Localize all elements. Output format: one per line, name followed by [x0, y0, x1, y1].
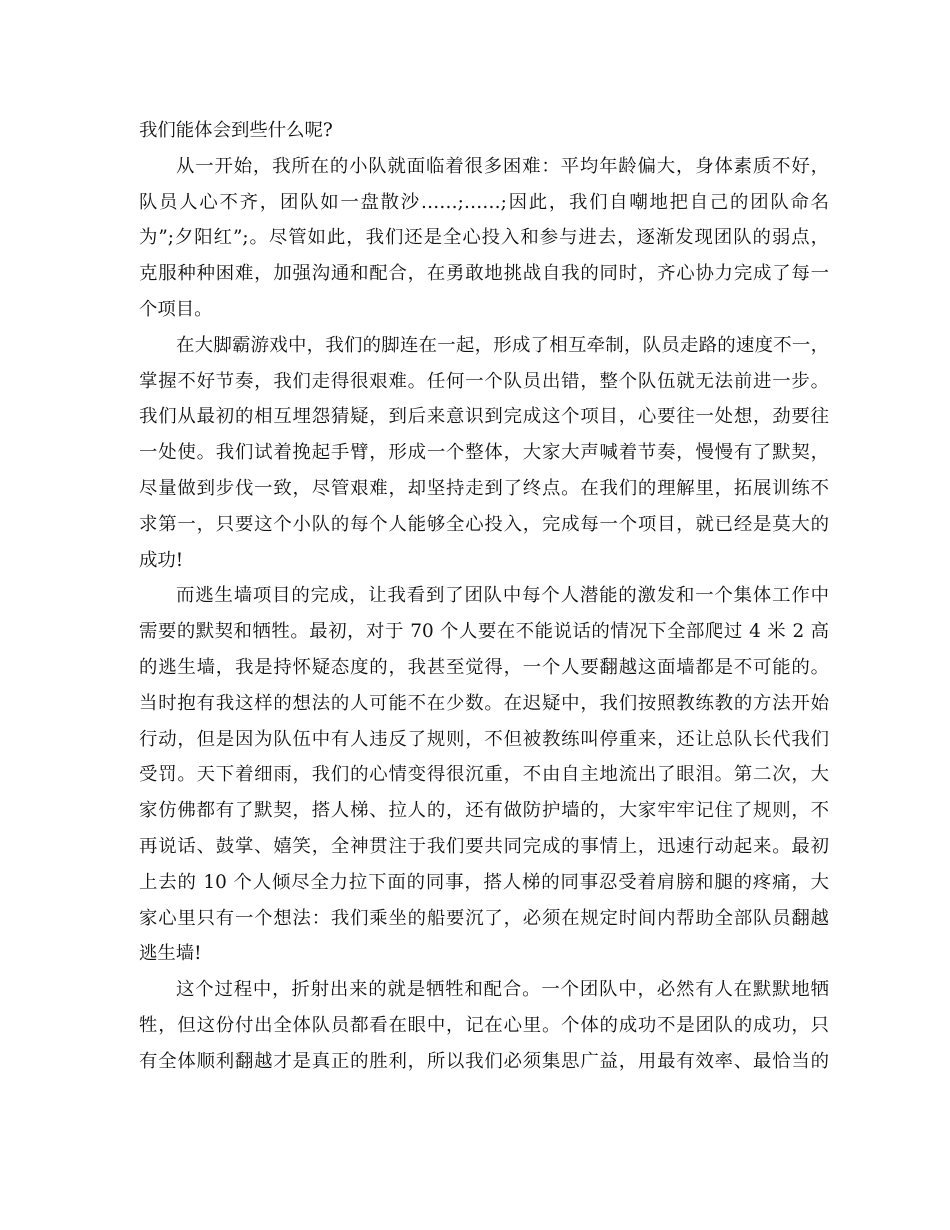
text-line: 牲，但这份付出全体队员都看在眼中，记在心里。个体的成功不是团队的成功，只	[139, 1014, 829, 1036]
text-line: 逃生墙!	[139, 943, 202, 965]
text-line: 掌握不好节奏，我们走得很艰难。任何一个队员出错，整个队伍就无法前进一步。	[139, 370, 829, 392]
text-line: 家心里只有一个想法：我们乘坐的船要沉了，必须在规定时间内帮助全部队员翻越	[139, 907, 829, 929]
text-line: 家仿佛都有了默契，搭人梯、拉人的，还有做防护墙的，大家牢牢记住了规则，不	[139, 800, 829, 822]
text-line: 一处使。我们试着挽起手臂，形成一个整体，大家大声喊着节奏，慢慢有了默契，	[139, 442, 829, 464]
text-line: 在大脚霸游戏中，我们的脚连在一起，形成了相互牵制，队员走路的速度不一，	[176, 334, 829, 356]
text-line: 从一开始，我所在的小队就面临着很多困难：平均年龄偏大，身体素质不好，	[176, 155, 829, 177]
text-line: 行动，但是因为队伍中有人违反了规则，不但被教练叫停重来，还让总队长代我们	[139, 728, 829, 750]
text-line: 受罚。天下着细雨，我们的心情变得很沉重，不由自主地流出了眼泪。第二次，大	[139, 764, 829, 786]
text-line: 而逃生墙项目的完成，让我看到了团队中每个人潜能的激发和一个集体工作中	[176, 585, 829, 607]
text-line: 尽量做到步伐一致，尽管艰难，却坚持走到了终点。在我们的理解里，拓展训练不	[139, 477, 829, 499]
text-line: 上去的 10 个人倾尽全力拉下面的同事，搭人梯的同事忍受着肩膀和腿的疼痛，大	[139, 871, 829, 893]
text-line: 为”;夕阳红”;。尽管如此，我们还是全心投入和参与进去，逐渐发现团队的弱点，	[139, 227, 829, 249]
text-line: 需要的默契和牺牲。最初，对于 70 个人要在不能说话的情况下全部爬过 4 米 2 高	[139, 621, 829, 643]
text-line: 的逃生墙，我是持怀疑态度的，我甚至觉得，一个人要翻越这面墙都是不可能的。	[139, 656, 829, 678]
text-line: 求第一，只要这个小队的每个人能够全心投入，完成每一个项目，就已经是莫大的	[139, 513, 829, 535]
text-line: 我们能体会到些什么呢?	[139, 120, 333, 141]
text-line: 队员人心不齐，团队如一盘散沙……;……;因此，我们自嘲地把自己的团队命名	[139, 191, 829, 213]
text-line: 克服种种困难，加强沟通和配合，在勇敢地挑战自我的同时，齐心协力完成了每一	[139, 263, 829, 285]
text-line: 这个过程中，折射出来的就是牺牲和配合。一个团队中，必然有人在默默地牺	[176, 979, 829, 1001]
text-line: 有全体顺利翻越才是真正的胜利，所以我们必须集思广益，用最有效率、最恰当的	[139, 1050, 829, 1072]
text-line: 成功!	[139, 549, 184, 571]
text-line: 个项目。	[139, 298, 213, 320]
text-line: 再说话、鼓掌、嬉笑，全神贯注于我们要共同完成的事情上，迅速行动起来。最初	[139, 835, 829, 857]
text-line: 我们从最初的相互埋怨猜疑，到后来意识到完成这个项目，心要往一处想，劲要往	[139, 406, 829, 428]
text-line: 当时抱有我这样的想法的人可能不在少数。在迟疑中，我们按照教练教的方法开始	[139, 692, 829, 714]
document-body	[139, 113, 829, 1080]
